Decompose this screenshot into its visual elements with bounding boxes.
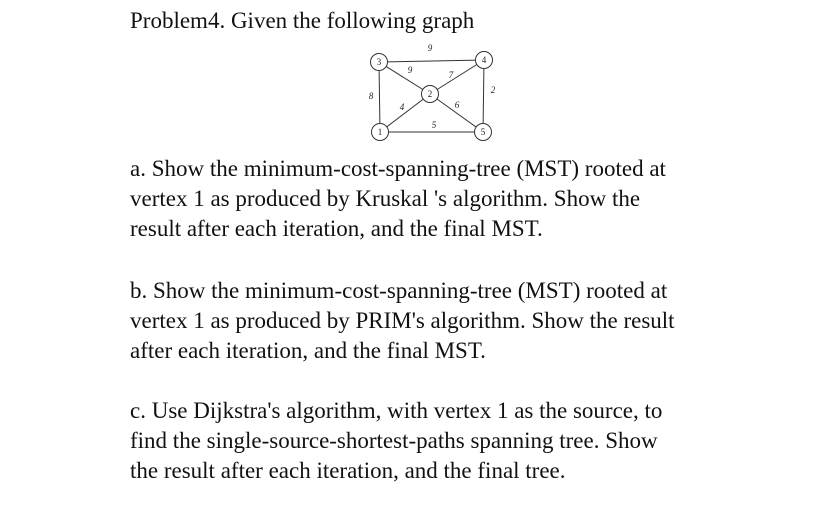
question-b-line: vertex 1 as produced by PRIM's algorithm. Show the result: [130, 308, 675, 333]
question-c: [130, 396, 770, 486]
question-a: [130, 154, 770, 244]
edge-3-2: [379, 62, 430, 94]
question-a-line: vertex 1 as produced by Kruskal 's algorithm. Show the: [130, 186, 641, 211]
node-1: [372, 124, 389, 141]
weight-1-5: 5: [431, 120, 437, 130]
node-3: [371, 54, 388, 71]
weight-3-2: 9: [407, 65, 413, 75]
edge-4-5: [483, 60, 484, 132]
weight-2-4: 7: [448, 70, 454, 80]
problem-title: Problem4. Given the following graph: [130, 8, 475, 33]
weight-1-2: 4: [399, 102, 405, 112]
question-b-line: after each iteration, and the final MST.: [130, 338, 486, 363]
question-a-line: a. Show the minimum-cost-spanning-tree (MST) rooted at: [130, 156, 666, 181]
edge-3-1: [379, 62, 380, 132]
edge-2-4: [430, 60, 484, 94]
question-c-line: find the single-source-shortest-paths spanning tree. Show: [130, 428, 658, 453]
question-b-line: b. Show the minimum-cost-spanning-tree (MST) rooted at: [130, 278, 668, 303]
edge-1-2: [380, 94, 430, 132]
edge-3-4: [379, 60, 484, 62]
node-4: [476, 52, 493, 69]
node-2-label: 2: [427, 89, 433, 99]
node-1-label: 1: [377, 127, 383, 137]
question-c-line: c. Use Dijkstra's algorithm, with vertex 1 as the source, to: [130, 398, 663, 423]
node-2: [422, 86, 439, 103]
question-c-line: the result after each iteration, and the final tree.: [130, 458, 566, 483]
node-5-label: 5: [480, 127, 486, 137]
node-3-label: 3: [376, 57, 382, 67]
graph-diagram: [360, 40, 500, 145]
weight-4-5: 2: [490, 85, 496, 95]
weight-2-5: 6: [454, 100, 460, 110]
question-b: [130, 276, 770, 366]
weight-3-4: 9: [427, 43, 433, 53]
node-4-label: 4: [481, 55, 487, 65]
weight-3-1: 8: [368, 91, 374, 101]
question-a-line: result after each iteration, and the final MST.: [130, 216, 543, 241]
node-5: [475, 124, 492, 141]
